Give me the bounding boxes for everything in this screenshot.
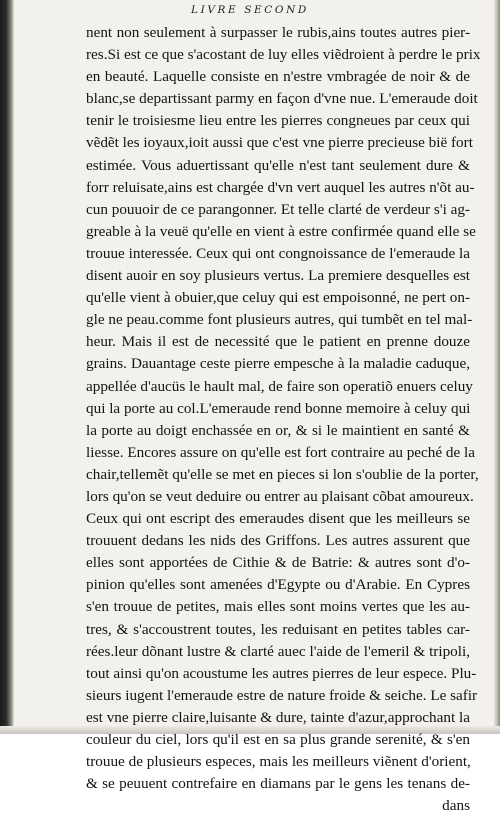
text-line: grains. Dauantage ceste pierre empesche à la maladie caduque, — [86, 355, 470, 373]
text-line: appellée d'aucüs le hault mal, de faire son operatiõ enuers celuy — [86, 377, 473, 395]
body-text — [86, 22, 481, 817]
text-line: forr reluisate,ains est chargée d'vn vert auquel les autres n'õt au- — [86, 178, 475, 196]
text-line: cun pouuoir de ce parangonner. Et telle clarté de verdeur s'i ag- — [86, 200, 470, 218]
text-line: tres, & s'accoustrent toutes, les reduisant en petites tables car- — [86, 620, 470, 638]
text-line: estimée. Vous aduertissant qu'elle n'est tant seulement dure & — [86, 156, 470, 174]
text-line: heur. Mais il est de necessité que le patient en prenne douze — [86, 333, 470, 351]
text-line: en beauté. Laquelle consiste en n'estre vmbragée de noir & de — [86, 68, 470, 86]
text-line: tenir le troisiesme lieu entre les pierres congneues par ceux qui — [86, 112, 470, 130]
page-gutter-shadow — [0, 0, 14, 734]
text-line: blanc,se departissant parmy en façon d'vne nue. L'emeraude doit — [86, 90, 478, 108]
text-line: res.Si est ce que s'acostant de luy elles viẽdroient à perdre le prix — [86, 46, 481, 64]
text-line: trouue interessée. Ceux qui ont congnoissance de l'emeraude la — [86, 244, 470, 262]
text-line: elles sont apportées de Cithie & de Batrie: & autres sont d'o- — [86, 554, 470, 572]
text-line: pinion qu'elles sont amenées d'Egypte ou d'Arabie. En Cypres — [86, 576, 470, 594]
page-right-edge — [494, 0, 500, 734]
text-line: la porte au doigt enchassée en or, & si le maintient en santé & — [86, 421, 470, 439]
text-line: nent non seulement à surpasser le rubis,ains toutes autres pier- — [86, 24, 470, 41]
text-line: est vne pierre claire,luisante & dure, tainte d'azur,approchant la — [86, 708, 470, 726]
text-line: sieurs iugent l'emeraude estre de nature froide & seiche. Le safir — [86, 686, 478, 704]
text-line: couleur du ciel, lors qu'il est en sa plus grande serenité, & s'en — [86, 731, 470, 748]
text-line: qu'elle vient à obuier,que celuy qui est empoisonné, ne pert on- — [86, 289, 470, 307]
text-line: greable à la veuë qu'elle en vient à estre confirmée quand elle se — [86, 222, 476, 240]
text-line: chair,tellemẽt qu'elle se met en pieces si lon s'oublie de la porter, — [86, 465, 479, 483]
text-line: & se peuuent contrefaire en diamans par le gens les tenans de- — [86, 775, 470, 793]
text-line: s'en trouue de petites, mais elles sont moins vertes que les au- — [86, 598, 470, 616]
text-line: vẽdẽt les ioyaux,ioit aussi que c'est vne pierre precieuse bië fort — [86, 134, 473, 152]
text-line-catchword: dans — [442, 797, 470, 815]
text-line: liesse. Encores assure on qu'elle est fort contraire au peché de la — [86, 443, 476, 461]
text-line: Ceux qui ont escript des emeraudes disent que les meilleurs se — [86, 510, 470, 528]
running-head: LIVRE SECOND — [191, 4, 309, 16]
text-line: gle ne peau.comme font plusieurs autres, qui tumbẽt en tel mal- — [86, 311, 473, 329]
text-line: lors qu'on se veut deduire ou entrer au plaisant cõbat amoureux. — [86, 487, 474, 505]
text-line: rées.leur dõnant lustre & clarté auec l'aide de l'emeril & tripoli, — [86, 642, 470, 660]
text-line: trouue de plusieurs especes, mais les meilleurs viẽnent d'orient, — [86, 753, 471, 771]
text-line: disent auoir en soy plusieurs vertus. La premiere desquelles est — [86, 267, 470, 285]
text-line: tout ainsi qu'on acoustume les autres pierres de leur espece. Plu- — [86, 664, 477, 682]
text-line: trouuent dedans les nids des Griffons. Les autres assurent que — [86, 532, 470, 550]
text-line: qui la porte au col.L'emeraude rend bonne memoire à celuy qui — [86, 399, 471, 417]
